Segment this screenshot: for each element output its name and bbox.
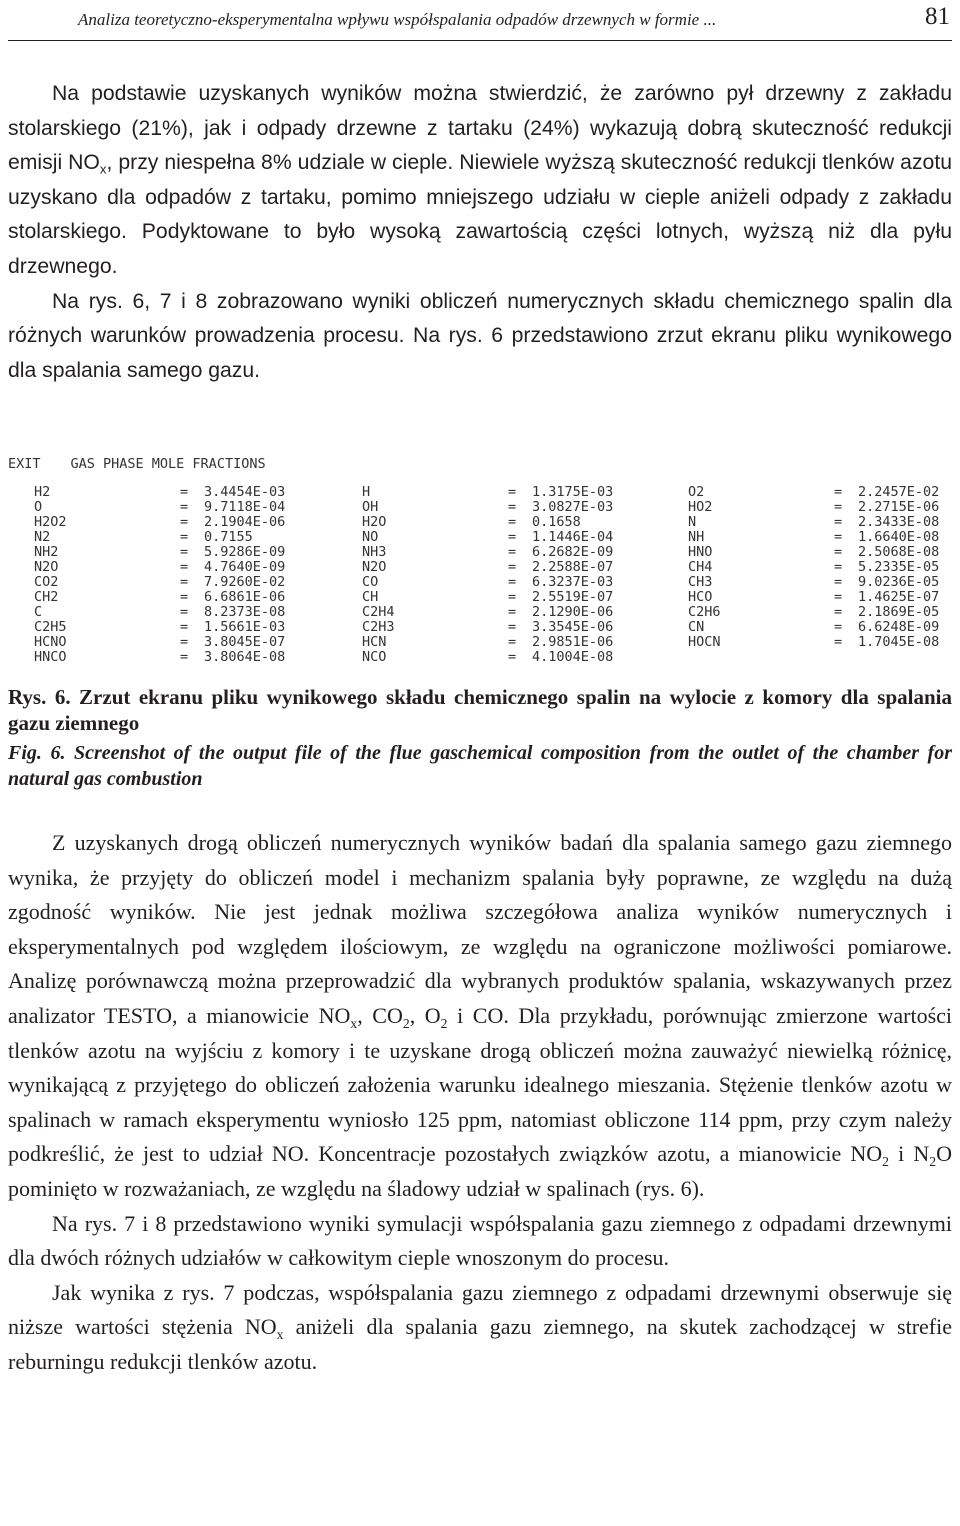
equals-sign: = <box>834 604 843 620</box>
exit-label: EXIT <box>8 456 41 472</box>
subscript: x <box>350 1015 358 1031</box>
body-paragraph-3 <box>8 1276 952 1380</box>
equals-sign: = <box>834 574 843 590</box>
species-name: H2O <box>362 514 387 530</box>
species-name: C <box>34 604 43 620</box>
text-run: , CO <box>357 1002 403 1028</box>
equals-sign: = <box>834 499 843 515</box>
species-name: HNO <box>688 544 713 560</box>
equals-sign: = <box>834 529 843 545</box>
figure-caption-en: Fig. 6. Screenshot of the output file of the flue gaschemical composition from the outlet of the chamber for natural gas combustion <box>8 742 952 790</box>
mole-fraction-value: 5.9286E-09 <box>204 544 286 560</box>
species-name: HOCN <box>688 634 721 650</box>
mole-fraction-value: 3.8045E-07 <box>204 634 286 650</box>
equals-sign: = <box>834 634 843 650</box>
species-name: N2O <box>362 559 387 575</box>
subscript: x <box>276 1327 284 1343</box>
mole-fraction-value: 2.3433E-08 <box>858 514 940 530</box>
intro-paragraph-1 <box>8 77 952 285</box>
figure-caption-pl: Rys. 6. Zrzut ekranu pliku wynikowego składu chemicznego spalin na wylocie z komory dla spalania gazu ziemnego <box>8 685 952 735</box>
equals-sign: = <box>508 634 517 650</box>
equals-sign: = <box>180 484 189 500</box>
mole-fraction-value: 0.7155 <box>204 529 253 545</box>
equals-sign: = <box>180 634 189 650</box>
text-run: i CO. Dla przykładu, porównując zmierzone wartości tlenków azotu na wyjściu z komory i te uzyskane drogą obliczeń można zauważyć niewielką różnicę, wynikającą z przyjętego do obliczeń założenia warunku idealnego mieszania. Stężenie tlenków azotu w spalinach w ramach eksperymentu wyniosło 125 ppm, natomiast obliczone 114 ppm, przy czym należy podkreślić, że jest to udział NO. Koncentracje pozostałych związków azotu, a mianowicie NO <box>8 1002 953 1167</box>
mole-fraction-value: 3.8064E-08 <box>204 649 286 665</box>
equals-sign: = <box>834 484 843 500</box>
subscript: 2 <box>402 1015 410 1031</box>
mole-fraction-value: 1.5661E-03 <box>204 619 286 635</box>
mole-fraction-value: 2.9851E-06 <box>532 634 614 650</box>
text-run: Na podstawie uzyskanych wyników można stwierdzić, że zarówno pył drzewny z zakładu stolarskiego (21%), jak i odpady drzewne z tartaku (24%) wykazują dobrą skuteczność redukcji emisji NO <box>8 82 952 175</box>
text-run: Z uzyskanych drogą obliczeń numerycznych wyników badań dla spalania samego gazu ziemnego wynika, że przyjęty do obliczeń model i mechanizm spalania były poprawne, ze względu na dużą zgodność wyników. Nie jest jednak możliwa szczegółowa analiza wyników numerycznych i eksperymentalnych pod względem ilościowym, ze względu na ograniczone możliwości pomiarowe. Analizę porównawczą można przeprowadzić dla wybranych produktów spalania, wskazywanych przez analizator TESTO, a mianowicie NO <box>8 830 952 1028</box>
gas-phase-label: GAS PHASE MOLE FRACTIONS <box>70 456 266 472</box>
mole-fraction-value: 0.1658 <box>532 514 581 530</box>
mole-fraction-value: 4.7640E-09 <box>204 559 286 575</box>
equals-sign: = <box>180 544 189 560</box>
equals-sign: = <box>508 559 517 575</box>
subscript: 2 <box>882 1154 889 1170</box>
equals-sign: = <box>834 589 843 605</box>
species-name: O2 <box>688 484 705 500</box>
species-name: C2H5 <box>34 619 67 635</box>
species-name: NCO <box>362 649 387 665</box>
species-name: HO2 <box>688 499 713 515</box>
subscript: 2 <box>440 1015 448 1031</box>
species-name: HCO <box>688 589 713 605</box>
body-paragraph-2: Na rys. 7 i 8 przedstawiono wyniki symulacji współspalania gazu ziemnego z odpadami drzewnymi dla dwóch różnych udziałów w całkowitym cieple wnoszonym do procesu. <box>8 1210 952 1271</box>
equals-sign: = <box>180 604 189 620</box>
mole-fraction-value: 2.2457E-02 <box>858 484 940 500</box>
mole-fraction-value: 5.2335E-05 <box>858 559 940 575</box>
species-name: O <box>34 499 43 515</box>
species-name: C2H3 <box>362 619 395 635</box>
mole-fraction-value: 8.2373E-08 <box>204 604 286 620</box>
species-name: NH2 <box>34 544 59 560</box>
species-name: NH3 <box>362 544 387 560</box>
mole-fraction-value: 6.6248E-09 <box>858 619 940 635</box>
mole-fraction-value: 9.7118E-04 <box>204 499 286 515</box>
text-run: , O <box>409 1002 441 1028</box>
equals-sign: = <box>834 514 843 530</box>
subscript: x <box>99 161 107 177</box>
species-name: HCNO <box>34 634 67 650</box>
mole-fraction-value: 2.5519E-07 <box>532 589 614 605</box>
species-name: HNCO <box>34 649 67 665</box>
mole-fraction-value: 2.1869E-05 <box>858 604 940 620</box>
equals-sign: = <box>508 589 517 605</box>
subscript: 2 <box>929 1154 937 1170</box>
species-name: OH <box>362 499 379 515</box>
intro-paragraph-2: Na rys. 6, 7 i 8 zobrazowano wyniki obliczeń numerycznych składu chemicznego spalin dla różnych warunków prowadzenia procesu. Na rys. 6 przedstawiono zrzut ekranu pliku wynikowego dla spalania samego gazu. <box>8 289 952 382</box>
mole-fraction-value: 4.1004E-08 <box>532 649 614 665</box>
equals-sign: = <box>508 619 517 635</box>
equals-sign: = <box>180 574 189 590</box>
mole-fraction-value: 1.6640E-08 <box>858 529 940 545</box>
species-name: HCN <box>362 634 387 650</box>
equals-sign: = <box>834 559 843 575</box>
species-name: H <box>362 484 371 500</box>
running-header <box>8 0 952 41</box>
equals-sign: = <box>834 619 843 635</box>
mole-fraction-value: 3.0827E-03 <box>532 499 614 515</box>
output-file-screenshot <box>8 448 952 668</box>
species-name: NO <box>362 529 379 545</box>
mole-fraction-value: 2.2715E-06 <box>858 499 940 515</box>
intro-section <box>8 77 952 388</box>
text-run: O pominięto w rozważaniach, ze względu na śladowy udział w spalinach (rys. 6). <box>8 1141 952 1201</box>
equals-sign: = <box>180 514 189 530</box>
mole-fraction-value: 6.3237E-03 <box>532 574 614 590</box>
mole-fraction-value: 3.4454E-03 <box>204 484 286 500</box>
species-name: H2O2 <box>34 514 67 530</box>
species-name: H2 <box>34 484 51 500</box>
equals-sign: = <box>180 529 189 545</box>
equals-sign: = <box>180 499 189 515</box>
body-paragraph-1 <box>8 826 952 1207</box>
text-run: i N <box>888 1141 930 1167</box>
species-name: CH3 <box>688 574 713 590</box>
species-name: CO2 <box>34 574 59 590</box>
equals-sign: = <box>508 514 517 530</box>
mole-fraction-value: 6.2682E-09 <box>532 544 614 560</box>
species-name: CH <box>362 589 379 605</box>
mole-fraction-value: 1.3175E-03 <box>532 484 614 500</box>
species-name: N2O <box>34 559 59 575</box>
equals-sign: = <box>834 544 843 560</box>
species-name: C2H4 <box>362 604 395 620</box>
mole-fraction-value: 1.1446E-04 <box>532 529 614 545</box>
equals-sign: = <box>508 544 517 560</box>
species-name: CH4 <box>688 559 713 575</box>
equals-sign: = <box>508 484 517 500</box>
mole-fraction-value: 9.0236E-05 <box>858 574 940 590</box>
mole-fraction-value: 2.2588E-07 <box>532 559 614 575</box>
mole-fraction-value: 2.5068E-08 <box>858 544 940 560</box>
mole-fraction-value: 2.1904E-06 <box>204 514 286 530</box>
equals-sign: = <box>180 589 189 605</box>
mole-fraction-value: 7.9260E-02 <box>204 574 286 590</box>
equals-sign: = <box>180 559 189 575</box>
mole-fraction-value: 1.4625E-07 <box>858 589 940 605</box>
body-section <box>8 826 952 1380</box>
species-name: N <box>688 514 697 530</box>
species-name: C2H6 <box>688 604 721 620</box>
equals-sign: = <box>508 499 517 515</box>
text-run: , przy niespełna 8% udziale w cieple. Niewiele wyższą skuteczność redukcji tlenków azotu uzyskano dla odpadów z tartaku, pomimo mniejszego udziału w cieple aniżeli odpady z zakładu stolarskiego. Podyktowane to było wysoką zawartością części lotnych, wyższą niż dla pyłu drzewnego. <box>8 151 952 278</box>
species-name: NH <box>688 529 705 545</box>
text-run: aniżeli dla spalania gazu ziemnego, na skutek zachodzącej w strefie reburningu redukcji tlenków azotu. <box>8 1314 952 1374</box>
equals-sign: = <box>180 649 189 665</box>
equals-sign: = <box>180 619 189 635</box>
screenshot-title <box>8 456 296 472</box>
species-name: CH2 <box>34 589 59 605</box>
page-number: 81 <box>925 3 950 30</box>
equals-sign: = <box>508 604 517 620</box>
mole-fraction-value: 6.6861E-06 <box>204 589 286 605</box>
equals-sign: = <box>508 574 517 590</box>
running-title: Analiza teoretyczno-eksperymentalna wpływu współspalania odpadów drzewnych w formie ... <box>78 10 717 29</box>
species-name: CO <box>362 574 379 590</box>
equals-sign: = <box>508 649 517 665</box>
mole-fraction-value: 2.1290E-06 <box>532 604 614 620</box>
mole-fraction-value: 3.3545E-06 <box>532 619 614 635</box>
species-name: N2 <box>34 529 51 545</box>
equals-sign: = <box>508 529 517 545</box>
species-name: CN <box>688 619 705 635</box>
mole-fraction-value: 1.7045E-08 <box>858 634 940 650</box>
text-run: Jak wynika z rys. 7 podczas, współspalania gazu ziemnego z odpadami drzewnymi obserwuje się niższe wartości stężenia NO <box>8 1279 952 1340</box>
